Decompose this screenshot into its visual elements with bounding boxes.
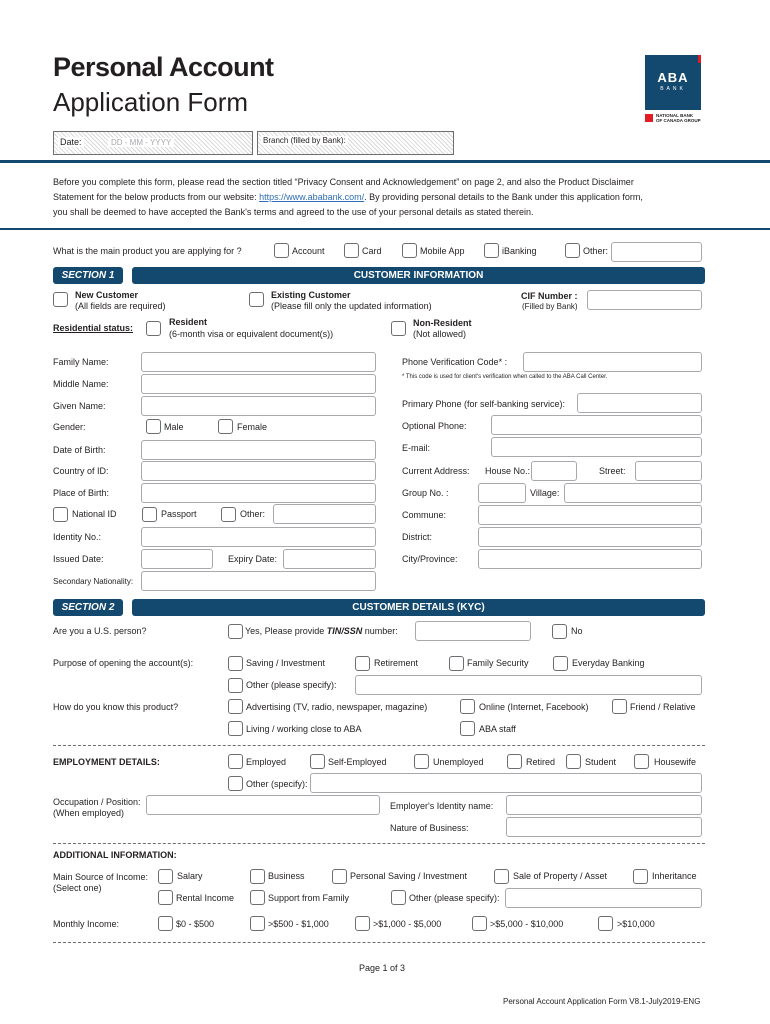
expiry-date-label: Expiry Date: [228, 554, 278, 564]
identity-no-input[interactable] [141, 527, 376, 547]
cif-input[interactable] [587, 290, 702, 310]
nature-business-input[interactable] [506, 817, 702, 837]
tin-ssn-input[interactable] [415, 621, 531, 641]
purpose-saving-checkbox[interactable] [228, 656, 243, 671]
monthly-0-500-label: $0 - $500 [176, 919, 215, 929]
how-staff-label: ABA staff [479, 724, 516, 734]
new-customer-sub: (All fields are required) [75, 301, 166, 311]
house-no-label: House No.: [485, 466, 531, 476]
purpose-everyday-label: Everyday Banking [572, 658, 645, 668]
emp-other-label: Other (specify): [246, 779, 308, 789]
emp-unemployed-checkbox[interactable] [414, 754, 429, 769]
income-salary-checkbox[interactable] [158, 869, 173, 884]
income-rental-label: Rental Income [176, 893, 235, 903]
existing-customer-sub: (Please fill only the updated information) [271, 301, 432, 311]
how-friend-label: Friend / Relative [630, 702, 696, 712]
emp-self-checkbox[interactable] [310, 754, 325, 769]
income-other-label: Other (please specify): [409, 893, 500, 903]
income-property-checkbox[interactable] [494, 869, 509, 884]
how-friend-checkbox[interactable] [612, 699, 627, 714]
section1-tag: SECTION 1 [53, 267, 123, 284]
village-label: Village: [530, 488, 560, 498]
employer-id-input[interactable] [506, 795, 702, 815]
village-input[interactable] [564, 483, 702, 503]
purpose-saving-label: Saving / Investment [246, 658, 326, 668]
existing-customer-label: Existing Customer [271, 290, 351, 300]
monthly-10000-checkbox[interactable] [598, 916, 613, 931]
street-input[interactable] [635, 461, 702, 481]
identity-no-label: Identity No.: [53, 532, 102, 542]
id-other-checkbox[interactable] [221, 507, 236, 522]
email-label: E-mail: [402, 443, 431, 453]
emp-self-label: Self-Employed [328, 757, 387, 767]
group-no-label: Group No. : [402, 488, 449, 498]
family-name-label: Family Name: [53, 357, 109, 367]
income-property-label: Sale of Property / Asset [513, 871, 608, 881]
dob-label: Date of Birth: [53, 445, 106, 455]
monthly-1000-5000-checkbox[interactable] [355, 916, 370, 931]
middle-name-label: Middle Name: [53, 379, 109, 389]
income-family-checkbox[interactable] [250, 890, 265, 905]
product-other-input[interactable] [611, 242, 702, 262]
product-question: What is the main product you are applying for ? [53, 246, 242, 256]
phone-verification-input[interactable] [523, 352, 702, 372]
female-checkbox[interactable] [218, 419, 233, 434]
primary-phone-input[interactable] [577, 393, 702, 413]
new-customer-label: New Customer [75, 290, 139, 300]
divider [53, 745, 705, 746]
date-placeholder: DD - MM - YYYY [108, 138, 174, 147]
date-label: Date: [60, 137, 82, 147]
emp-housewife-checkbox[interactable] [634, 754, 649, 769]
residential-status-label: Residential status: [53, 323, 134, 333]
us-yes-checkbox[interactable] [228, 624, 243, 639]
email-input[interactable] [491, 437, 702, 457]
optional-phone-label: Optional Phone: [402, 421, 467, 431]
national-bank-icon [645, 114, 653, 122]
income-saving-checkbox[interactable] [332, 869, 347, 884]
secondary-nationality-label: Secondary Nationality: [53, 577, 134, 586]
given-name-label: Given Name: [53, 401, 106, 411]
product-account-label: Account [292, 246, 325, 256]
new-customer-checkbox[interactable] [53, 292, 68, 307]
income-other-input[interactable] [505, 888, 702, 908]
how-staff-checkbox[interactable] [460, 721, 475, 736]
purpose-retirement-checkbox[interactable] [355, 656, 370, 671]
emp-other-input[interactable] [310, 773, 702, 793]
monthly-0-500-checkbox[interactable] [158, 916, 173, 931]
male-checkbox[interactable] [146, 419, 161, 434]
emp-student-label: Student [585, 757, 617, 767]
us-no-label: No [571, 626, 583, 636]
monthly-1000-5000-label: >$1,000 - $5,000 [373, 919, 442, 929]
section1-title: CUSTOMER INFORMATION [132, 267, 705, 284]
product-other-label: Other: [583, 246, 609, 256]
existing-customer-checkbox[interactable] [249, 292, 264, 307]
optional-phone-input[interactable] [491, 415, 702, 435]
income-saving-label: Personal Saving / Investment [350, 871, 468, 881]
income-inheritance-label: Inheritance [652, 871, 697, 881]
how-living-label: Living / working close to ABA [246, 724, 362, 734]
purpose-other-checkbox[interactable] [228, 678, 243, 693]
website-link[interactable]: https://www.ababank.com/ [259, 192, 365, 202]
issued-date-label: Issued Date: [53, 554, 104, 564]
product-ibanking-label: iBanking [502, 246, 537, 256]
family-name-input[interactable] [141, 352, 376, 372]
branch-label: Branch (filled by Bank): [263, 136, 346, 145]
product-card-checkbox[interactable] [344, 243, 359, 258]
purpose-other-input[interactable] [355, 675, 702, 695]
cif-sub: (Filled by Bank) [522, 302, 578, 311]
income-other-checkbox[interactable] [391, 890, 406, 905]
house-no-input[interactable] [531, 461, 577, 481]
group-no-input[interactable] [478, 483, 526, 503]
emp-housewife-label: Housewife [654, 757, 697, 767]
current-address-label: Current Address: [402, 466, 470, 476]
intro-divider [0, 228, 770, 230]
logo-sub: BANK [660, 86, 686, 92]
emp-employed-checkbox[interactable] [228, 754, 243, 769]
passport-checkbox[interactable] [142, 507, 157, 522]
purpose-everyday-checkbox[interactable] [553, 656, 568, 671]
logo-accent-mark [698, 55, 701, 63]
id-other-label: Other: [240, 509, 266, 519]
group-label: NATIONAL BANK OF CANADA GROUP [656, 113, 701, 123]
logo-name: ABA [657, 70, 689, 85]
income-family-label: Support from Family [268, 893, 350, 903]
emp-student-checkbox[interactable] [566, 754, 581, 769]
district-input[interactable] [478, 527, 702, 547]
city-label: City/Province: [402, 554, 458, 564]
monthly-500-1000-label: >$500 - $1,000 [268, 919, 329, 929]
middle-name-input[interactable] [141, 374, 376, 394]
how-advertising-checkbox[interactable] [228, 699, 243, 714]
product-card-label: Card [362, 246, 382, 256]
purpose-retirement-label: Retirement [374, 658, 419, 668]
purpose-other-label: Other (please specify): [246, 680, 337, 690]
national-id-label: National ID [72, 509, 117, 519]
non-resident-sub: (Not allowed) [413, 329, 467, 339]
emp-unemployed-label: Unemployed [433, 757, 484, 767]
income-inheritance-checkbox[interactable] [633, 869, 648, 884]
male-label: Male [164, 422, 184, 432]
aba-logo [645, 55, 701, 110]
purpose-label: Purpose of opening the account(s): [53, 658, 194, 668]
female-label: Female [237, 422, 268, 432]
phone-verification-label: Phone Verification Code* : [402, 357, 508, 367]
country-id-input[interactable] [141, 461, 376, 481]
occupation-label: Occupation / Position: (When employed) [53, 797, 141, 818]
section2-title: CUSTOMER DETAILS (KYC) [132, 599, 705, 616]
country-id-label: Country of ID: [53, 466, 109, 476]
employment-label: EMPLOYMENT DETAILS: [53, 757, 160, 767]
section2-tag: SECTION 2 [53, 599, 123, 616]
divider [53, 942, 705, 943]
city-input[interactable] [478, 549, 702, 569]
product-mobile-label: Mobile App [420, 246, 465, 256]
product-account-checkbox[interactable] [274, 243, 289, 258]
street-label: Street: [599, 466, 626, 476]
occupation-input[interactable] [146, 795, 380, 815]
us-person-label: Are you a U.S. person? [53, 626, 147, 636]
intro-text: Before you complete this form, please read the section titled “Privacy Consent and Acknowledgement” on page 2, and also the Product Disclaimer Statement for the below products from our website: https://www.ababank.com/. By providing personal details to the Bank under this application form, you shall be deemed to have accepted the Bank's terms and agreed to the use of your personal details as stated therein. [53, 177, 643, 217]
commune-input[interactable] [478, 505, 702, 525]
divider [53, 843, 705, 844]
income-salary-label: Salary [177, 871, 203, 881]
product-ibanking-checkbox[interactable] [484, 243, 499, 258]
dob-input[interactable] [141, 440, 376, 460]
how-living-checkbox[interactable] [228, 721, 243, 736]
issued-date-input[interactable] [141, 549, 213, 569]
employer-id-label: Employer's Identity name: [390, 801, 494, 811]
page-subtitle: Application Form [53, 87, 249, 117]
phone-verification-note: * This code is used for client's verification when called to the ABA Call Center. [402, 374, 608, 380]
resident-checkbox[interactable] [146, 321, 161, 336]
product-mobile-checkbox[interactable] [402, 243, 417, 258]
pob-label: Place of Birth: [53, 488, 110, 498]
resident-label: Resident [169, 317, 208, 327]
national-id-checkbox[interactable] [53, 507, 68, 522]
cif-label: CIF Number : [521, 291, 578, 301]
gender-label: Gender: [53, 422, 86, 432]
page-title: Personal Account [53, 52, 274, 82]
emp-retired-checkbox[interactable] [507, 754, 522, 769]
expiry-date-input[interactable] [283, 549, 376, 569]
pob-input[interactable] [141, 483, 376, 503]
additional-label: ADDITIONAL INFORMATION: [53, 850, 177, 860]
id-other-input[interactable] [273, 504, 376, 524]
how-advertising-label: Advertising (TV, radio, newspaper, magazine) [246, 702, 428, 712]
district-label: District: [402, 532, 432, 542]
non-resident-checkbox[interactable] [391, 321, 406, 336]
monthly-5000-10000-checkbox[interactable] [472, 916, 487, 931]
how-online-checkbox[interactable] [460, 699, 475, 714]
income-business-label: Business [268, 871, 305, 881]
commune-label: Commune: [402, 510, 447, 520]
us-yes-label: Yes, Please provide TIN/SSN number: [245, 626, 398, 636]
header-divider [0, 160, 770, 163]
how-online-label: Online (Internet, Facebook) [479, 702, 589, 712]
us-no-checkbox[interactable] [552, 624, 567, 639]
emp-retired-label: Retired [526, 757, 556, 767]
income-rental-checkbox[interactable] [158, 890, 173, 905]
monthly-10000-label: >$10,000 [617, 919, 655, 929]
income-source-label: Main Source of Income: (Select one) [53, 872, 149, 893]
secondary-nationality-input[interactable] [141, 571, 376, 591]
given-name-input[interactable] [141, 396, 376, 416]
how-know-label: How do you know this product? [53, 702, 179, 712]
purpose-family-checkbox[interactable] [449, 656, 464, 671]
resident-sub: (6-month visa or equivalent document(s)) [169, 329, 334, 339]
monthly-500-1000-checkbox[interactable] [250, 916, 265, 931]
passport-label: Passport [161, 509, 197, 519]
form-version: Personal Account Application Form V8.1-July2019-ENG [503, 997, 701, 1006]
monthly-income-label: Monthly Income: [53, 919, 120, 929]
non-resident-label: Non-Resident [413, 318, 472, 328]
monthly-5000-10000-label: >$5,000 - $10,000 [490, 919, 564, 929]
page-number: Page 1 of 3 [359, 963, 406, 973]
primary-phone-label: Primary Phone (for self-banking service): [402, 399, 566, 409]
income-business-checkbox[interactable] [250, 869, 265, 884]
emp-employed-label: Employed [246, 757, 287, 767]
nature-business-label: Nature of Business: [390, 823, 469, 833]
product-other-checkbox[interactable] [565, 243, 580, 258]
emp-other-checkbox[interactable] [228, 776, 243, 791]
purpose-family-label: Family Security [467, 658, 529, 668]
